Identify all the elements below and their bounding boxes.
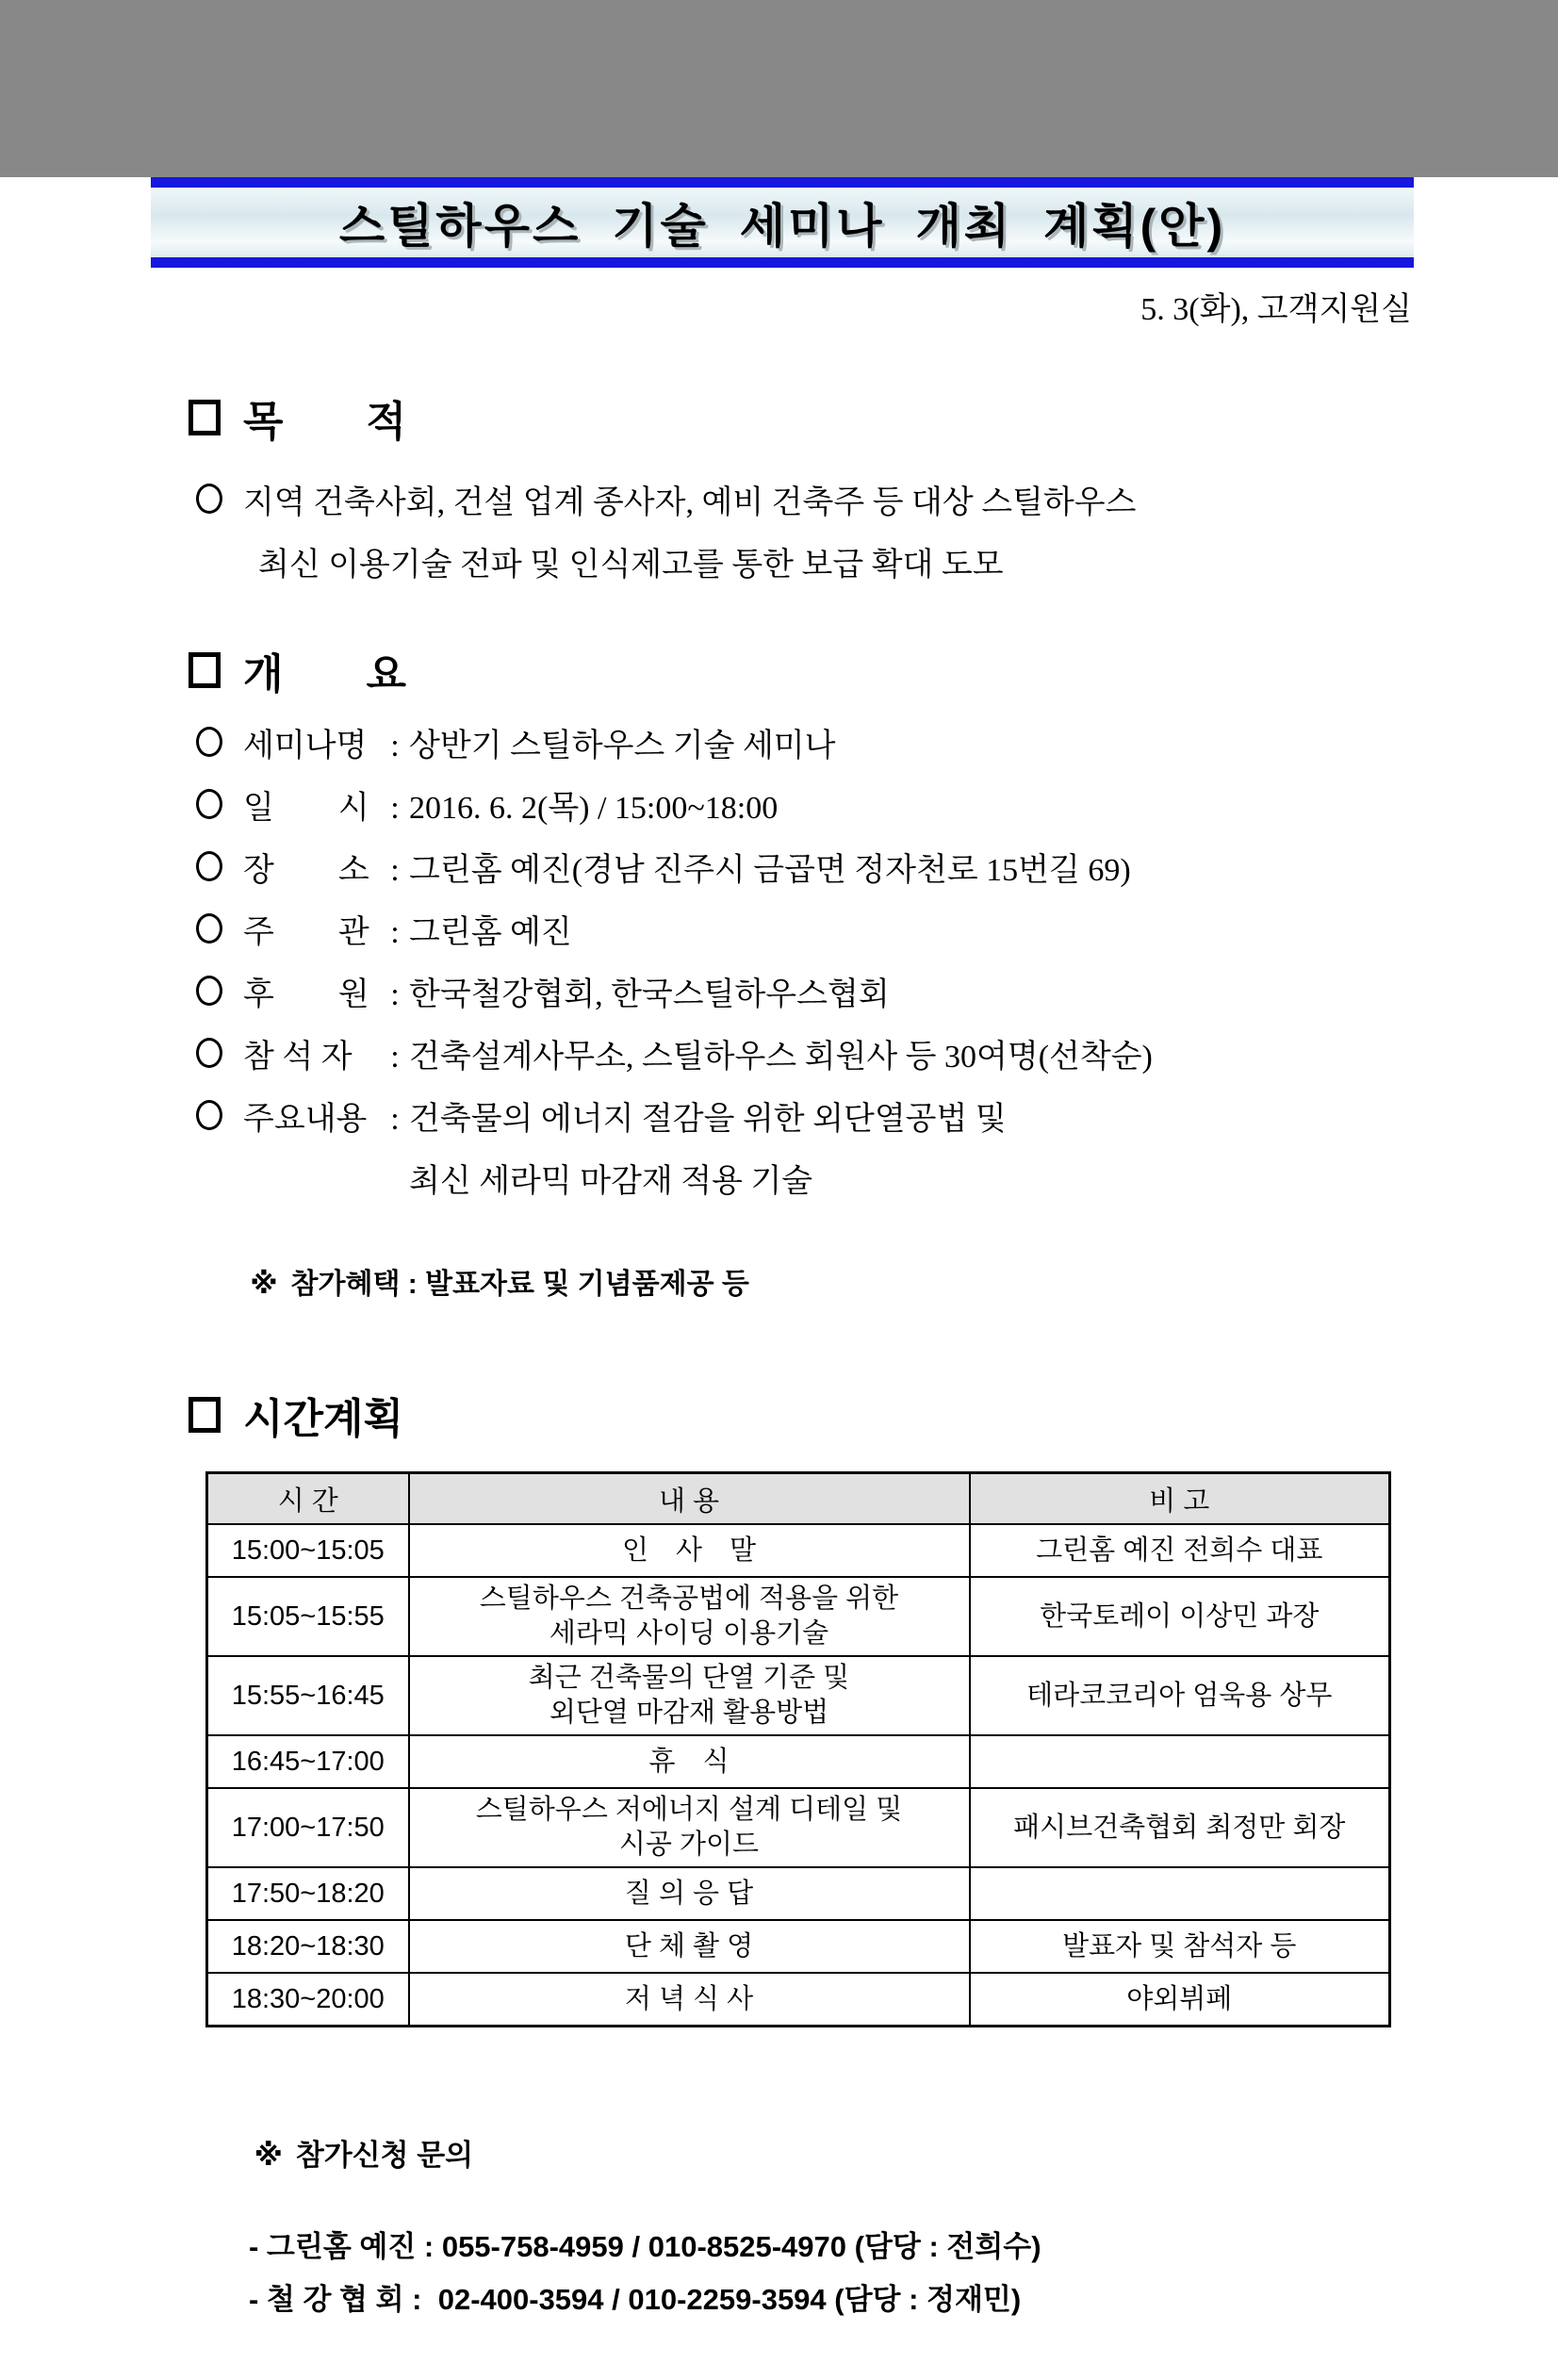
schedule-cell-content (409, 1656, 970, 1735)
overview-item-value (409, 840, 1558, 902)
schedule-column-header: 내 용 (409, 1473, 970, 1525)
schedule-content-line: 외단열 마감재 활용방법 (549, 1698, 829, 1728)
purpose-line-2: 최신 이용기술 전파 및 인식제고를 통한 보급 확대 도모 (258, 548, 1004, 583)
purpose-line-1: 지역 건축사회, 건설 업계 종사자, 예비 건축주 등 대상 스틸하우스 (243, 485, 1137, 520)
overview-item-label: 후 원 (243, 977, 369, 1012)
schedule-content-line: 질 의 응 답 (624, 1878, 754, 1909)
schedule-cell-note: 패시브건축협회 최정만 회장 (970, 1788, 1390, 1867)
overview-item-value (409, 715, 1558, 778)
schedule-content-line: 저 녁 식 사 (624, 1983, 754, 2014)
schedule-row (207, 1973, 1390, 2027)
schedule-cell-content (409, 1735, 970, 1788)
circle-bullet-icon (196, 913, 222, 944)
schedule-row (207, 1656, 1390, 1735)
overview-item (196, 778, 1558, 840)
schedule-cell-note: 발표자 및 참석자 등 (970, 1920, 1390, 1973)
square-bullet-icon (189, 652, 221, 688)
contact-line: - 철 강 협 회 : 02-400-3594 / 010-2259-3594 (담당 : 정재민) (249, 2283, 1022, 2316)
overview-item-colon: : (390, 853, 400, 888)
schedule-cell-note (970, 1735, 1390, 1788)
overview-item (196, 840, 1558, 902)
schedule-cell-time: 17:50~18:20 (207, 1867, 409, 1920)
schedule-cell-note: 야외뷔페 (970, 1973, 1390, 2027)
overview-item (196, 964, 1558, 1026)
banner-body (151, 188, 1414, 257)
overview-item-value (409, 964, 1558, 1026)
overview-item (196, 715, 1558, 778)
overview-item-label: 주 관 (243, 915, 369, 950)
schedule-cell-content (409, 1973, 970, 2027)
overview-value-line: 그린홈 예진(경남 진주시 금곱면 정자천로 15번길 69) (409, 853, 1131, 888)
schedule-content-line: 최근 건축물의 단열 기준 및 (528, 1663, 850, 1693)
overview-item-label: 주요내용 (243, 1102, 368, 1137)
schedule-content-line: 시공 가이드 (618, 1830, 760, 1860)
overview-value-line: 상반기 스틸하우스 기술 세미나 (409, 729, 836, 763)
square-bullet-icon (189, 1397, 221, 1433)
overview-value-line: 2016. 6. 2(목) / 15:00~18:00 (409, 791, 779, 826)
schedule-content-line: 인 사 말 (621, 1535, 757, 1566)
purpose-text (243, 472, 1136, 597)
schedule-cell-note: 그린홈 예진 전희수 대표 (970, 1524, 1390, 1577)
schedule-content-line: 스틸하우스 저에너지 설계 디테일 및 (475, 1795, 903, 1825)
schedule-cell-note (970, 1867, 1390, 1920)
section-heading-overview (189, 640, 1558, 700)
overview-value-line: 건축설계사무소, 스틸하우스 회원사 등 30여명(선착순) (409, 1040, 1153, 1075)
date-and-department: 5. 3(화), 고객지원실 (1140, 292, 1412, 327)
schedule-column-header: 시 간 (207, 1473, 409, 1525)
schedule-content-line: 단 체 촬 영 (624, 1930, 754, 1961)
section-heading-purpose (189, 387, 1558, 448)
overview-item-list (196, 715, 1558, 1213)
schedule-cell-time: 17:00~17:50 (207, 1788, 409, 1867)
contact-line-list (249, 2221, 1558, 2326)
circle-bullet-icon (196, 727, 222, 757)
schedule-cell-time: 16:45~17:00 (207, 1735, 409, 1788)
schedule-row (207, 1867, 1390, 1920)
circle-bullet-icon (196, 1100, 222, 1130)
contact-heading-text: 참가신청 문의 (295, 2139, 474, 2172)
schedule-cell-time: 15:55~16:45 (207, 1656, 409, 1735)
schedule-cell-content (409, 1524, 970, 1577)
overview-item-value (409, 1089, 1558, 1213)
overview-item-colon: : (390, 729, 400, 763)
overview-item-colon: : (390, 915, 400, 950)
contact-section (205, 2097, 1558, 2326)
circle-bullet-icon (196, 1038, 222, 1068)
overview-item-value (409, 902, 1558, 964)
schedule-heading-text: 시간계획 (243, 1396, 404, 1442)
document-title: 스틸하우스 기술 세미나 개최 계획(안) (338, 200, 1226, 253)
overview-item (196, 1026, 1558, 1089)
schedule-row (207, 1920, 1390, 1973)
schedule-cell-time: 18:30~20:00 (207, 1973, 409, 2027)
schedule-cell-time: 15:00~15:05 (207, 1524, 409, 1577)
circle-bullet-icon (196, 484, 222, 514)
overview-item-colon: : (390, 1102, 400, 1137)
title-banner (151, 177, 1414, 268)
schedule-row (207, 1735, 1390, 1788)
purpose-item (196, 472, 1445, 597)
schedule-row (207, 1788, 1390, 1867)
schedule-content-line: 세라믹 사이딩 이용기술 (549, 1618, 829, 1649)
schedule-cell-time: 15:05~15:55 (207, 1577, 409, 1656)
schedule-column-header: 비 고 (970, 1473, 1390, 1525)
overview-item-label: 일 시 (243, 791, 369, 826)
overview-item-label: 세미나명 (243, 729, 368, 763)
reference-mark-icon: ※ (254, 2139, 283, 2172)
schedule-cell-time: 18:20~18:30 (207, 1920, 409, 1973)
contact-heading (205, 2097, 1558, 2208)
schedule-cell-content (409, 1577, 970, 1656)
schedule-cell-content (409, 1788, 970, 1867)
overview-item-colon: : (390, 791, 400, 826)
schedule-header-row (207, 1473, 1390, 1525)
schedule-content-line: 스틸하우스 건축공법에 적용을 위한 (479, 1584, 899, 1614)
document-page (0, 177, 1558, 2380)
overview-item-label: 장 소 (243, 853, 369, 888)
overview-item-value (409, 1026, 1558, 1089)
square-bullet-icon (189, 400, 221, 435)
overview-item-value (409, 778, 1558, 840)
circle-bullet-icon (196, 976, 222, 1006)
banner-top-bar (151, 177, 1414, 188)
reference-mark-icon: ※ (250, 1269, 278, 1300)
purpose-heading-text: 목 적 (243, 399, 407, 445)
overview-item-label: 참 석 자 (243, 1040, 353, 1075)
circle-bullet-icon (196, 851, 222, 881)
section-heading-schedule (189, 1385, 1558, 1445)
schedule-row (207, 1524, 1390, 1577)
schedule-content-line: 휴 식 (648, 1746, 730, 1777)
schedule-cell-note: 테라코코리아 엄욱용 상무 (970, 1656, 1390, 1735)
overview-heading-text: 개 요 (243, 651, 407, 698)
overview-value-line: 한국철강협회, 한국스틸하우스협회 (409, 977, 890, 1012)
schedule-cell-content (409, 1920, 970, 1973)
schedule-cell-note: 한국토레이 이상민 과장 (970, 1577, 1390, 1656)
schedule-cell-content (409, 1867, 970, 1920)
benefit-note (219, 1228, 1558, 1334)
benefit-note-text: 참가혜택 : 발표자료 및 기념품제공 등 (290, 1269, 749, 1300)
schedule-table (205, 1471, 1391, 2027)
overview-item-colon: : (390, 1040, 400, 1075)
schedule-row (207, 1577, 1390, 1656)
overview-value-line-2: 최신 세라믹 마감재 적용 기술 (409, 1164, 813, 1199)
overview-item-colon: : (390, 977, 400, 1012)
overview-value-line: 그린홈 예진 (409, 915, 572, 950)
contact-line: - 그린홈 예진 : 055-758-4959 / 010-8525-4970 (담당 : 전희수) (249, 2230, 1041, 2263)
overview-item (196, 1089, 1558, 1213)
overview-value-line: 건축물의 에너지 절감을 위한 외단열공법 및 (409, 1102, 1007, 1137)
circle-bullet-icon (196, 789, 222, 819)
overview-item (196, 902, 1558, 964)
banner-bottom-bar (151, 257, 1414, 268)
